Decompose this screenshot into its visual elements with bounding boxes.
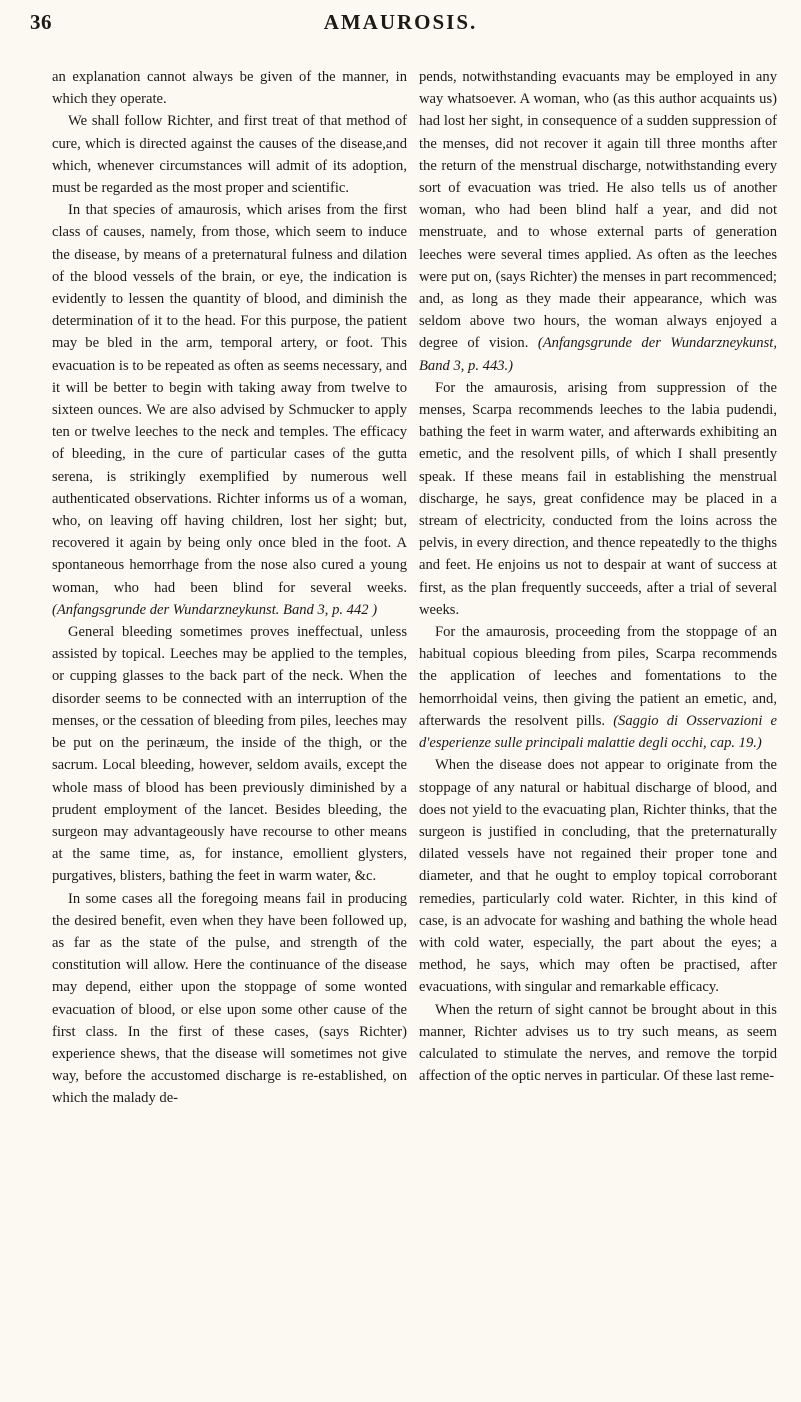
paragraph-text: pends, notwithstanding evacuants may be employed in any way whatsoever. A woman, who (as this author acquaints us) had lost her sight, in consequence of a sudden suppression of the menses, did not recover it again till three months after the return of the menstrual discharge, notwithstanding every sort of evacuation was tried. He also tells us of another woman, who had been blind half a year, and did not menstruate, and to whose external parts of generation leeches were several times applied. As often as the leeches were put on, (says Richter) the menses in part recommenced; and, as long as they made their appearance, which was seldom above two hours, the woman always enjoyed a degree of vision. [419,69,777,352]
paragraph: We shall follow Richter, and first treat of that method of cure, which is directed against the causes of the disease,and which, whenever circumstances will admit of its adoption, must be regarded as the most proper and scientific. [52,113,407,197]
paragraph [52,199,407,621]
page-number: 36 [30,10,52,34]
paragraph: General bleeding sometimes proves ineffectual, unless assisted by topical. Leeches may be applied to the temples, or cupping glasses to the back part of the neck. When the disorder seems to be connected with an interruption of the menses, or the cessation of bleeding from piles, leeches may be put on the perinæum, the inside of the thigh, or the sacrum. Local bleeding, however, seldom avails, except the whole mass of blood has been previously diminished by a prudent employment of the lancet. Besides bleeding, the surgeon may advantageously have recourse to other means at the same time, as, for instance, emollient glysters, purgatives, blisters, bathing the feet in warm water, &c. [52,624,407,885]
citation: (Anfangsgrunde der Wundarzneykunst, Band 3, p. 443.) [419,335,777,374]
paragraph-text: For the amaurosis, proceeding from the stoppage of an habitual copious bleeding from piles, Scarpa recommends the application of leeches and fomentations to the hemorrhoidal veins, then giving the patient an emetic, and, afterwards the resolvent pills. [419,624,777,729]
citation: (Saggio di Osservazioni e d'esperienze sulle principali malattie degli occhi, cap. 19.) [419,712,777,752]
paragraph: In some cases all the foregoing means fail in producing the desired benefit, even when they have been followed up, as far as the state of the pulse, and strength of the constitution will allow. Here the continuance of the disease may depend, either upon the stoppage of some wonted evacuation of blood, or else upon some other cause of the first class. In the first of these cases, (says Richter) experience shews, that the disease will sometimes not give way, before the accustomed discharge is re-established, on which the malady de- [52,890,407,1107]
left-column [52,66,407,1110]
page-header [0,10,801,46]
paragraph: When the disease does not appear to originate from the stoppage of any natural or habitual discharge of blood, and does not yield to the evacuating plan, Richter thinks, that the surgeon is justified in concluding, that the preternaturally dilated vessels have not regained their proper tone and diameter, and that he ought to employ topical corroborant remedies, particularly cold water. Richter, in this kind of case, is an advocate for washing and bathing the whole head with cold water, especially, the part about the eyes; a method, he says, which may often be practised, after evacuations, with singular and remarkable efficacy. [419,757,777,996]
running-title: AMAUROSIS. [323,10,478,34]
paragraph: For the amaurosis, arising from suppression of the menses, Scarpa recommends leeches to the labia pudendi, bathing the feet in warm water, and afterwards exhibiting an emetic, and the resolvent pills, of which I shall presently speak. If these means fail in establishing the menstrual discharge, he says, great confidence may be placed in a stream of electricity, conducted from the loins across the pelvis, in every direction, and thence repeatedly to the thighs and feet. He enjoins us not to despair at want of success at first, as the plan frequently succeeds, after a trial of several weeks. [419,379,777,618]
paragraph [419,66,777,377]
paragraph: When the return of sight cannot be brought about in this manner, Richter advises us to try such means, as seem calculated to stimulate the nerves, and remove the torpid affection of the optic nerves in particular. Of these last reme- [419,1001,777,1085]
paragraph [419,621,777,754]
paragraph: an explanation cannot always be given of the manner, in which they operate. [52,69,407,108]
citation: (Anfangsgrunde der Wundarzneykunst. Band 3, p. 442 ) [52,601,378,618]
right-column [419,66,777,1087]
paragraph-text: In that species of amaurosis, which arises from the first class of causes, namely, from those, which seem to induce the disease, by means of a preternatural fulness and dilation of the blood vessels of the brain, or eye, the indication is evidently to lessen the quantity of blood, and diminish the determination of it to the head. For this purpose, the patient may be bled in the arm, temporal artery, or foot. This evacuation is to be repeated as often as seems necessary, and it will be better to begin with taking away from twelve to sixteen ounces. We are also advised by Schmucker to apply ten or twelve leeches to the neck and temples. The efficacy of bleeding, in the cure of particular cases of the gutta serena, is strikingly exemplified by numerous well authenticated observations. Richter informs us of a woman, who, on leaving off having children, lost her sight; but, recovered it again by being only once bled in the foot. A spontaneous hemorrhage from the nose also cured a young woman, who had been blind for several weeks. [52,202,407,596]
